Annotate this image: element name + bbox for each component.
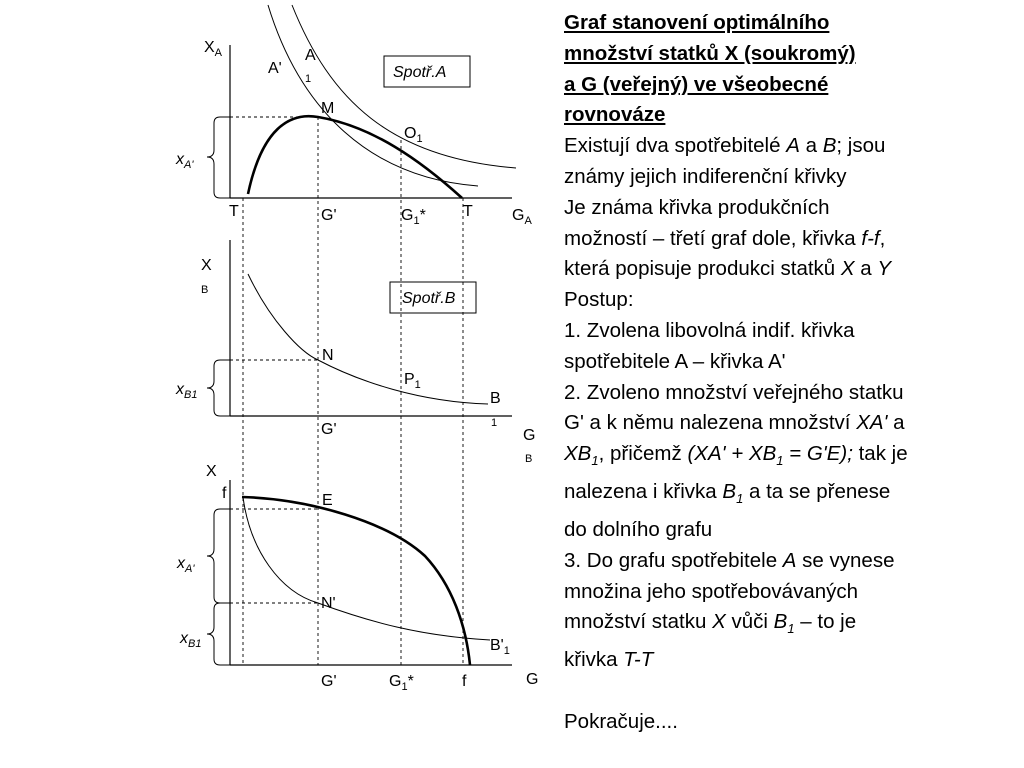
label-b1-sub: 1 xyxy=(491,417,498,429)
paragraph-consumers-cont: známy jejich indiferenční křivky xyxy=(564,164,847,188)
title-line: Graf stanovení optimálního xyxy=(564,11,830,34)
title xyxy=(564,8,1016,131)
paragraph-ppf: Je známa křivka produkčních xyxy=(564,195,830,219)
middle-x-axis-label-sub: B xyxy=(525,453,533,465)
graph-production-possibilities xyxy=(176,463,538,693)
graph-consumer-a xyxy=(175,5,532,227)
bottom-bracket-xa-label: $x_{A'}$ xyxy=(177,555,195,575)
middle-y-axis-label-sub: B xyxy=(201,284,209,296)
bottom-bracket-xb1-label: $x_{B1}$ xyxy=(180,630,202,650)
step-2-cont: do dolního grafu xyxy=(564,517,713,541)
vertical-guides xyxy=(243,117,463,665)
curve-b1-prime xyxy=(243,497,490,640)
step-1: 1. Zvolena libovolná indif. křivka xyxy=(564,318,855,342)
label-a1: A xyxy=(305,47,316,64)
bottom-tick-g-prime: G' xyxy=(321,673,337,690)
bottom-tick-g1-star: $G_1*$ xyxy=(389,673,414,693)
top-y-axis-label: $X_A$ xyxy=(204,39,223,59)
middle-bracket-label: $x_{B1}$ xyxy=(176,381,198,401)
curve-t-t xyxy=(248,116,462,198)
box-consumer-a-label: Spotř.A xyxy=(393,64,447,81)
label-t-right: T xyxy=(463,203,473,220)
label-point-o1: $O_1$ xyxy=(404,125,423,145)
middle-bracket-xb1 xyxy=(207,360,230,416)
top-bracket-label: $x_{A'}$ xyxy=(176,151,194,171)
graph-consumer-b xyxy=(175,240,535,465)
paragraph-ppf-cont: možností – třetí graf dole, křivka f-f, xyxy=(564,226,886,250)
paragraph-consumers: Existují dva spotřebitelé A a B; jsou xyxy=(564,134,886,158)
box-consumer-b-label: Spotř.B xyxy=(402,290,456,307)
step-3-cont: množina jeho spotřebovávaných xyxy=(564,579,859,603)
continue-note: Pokračuje.... xyxy=(564,709,678,733)
label-point-n: N xyxy=(322,347,334,364)
title-line: a G (veřejný) ve všeobecné xyxy=(564,72,829,96)
step-3-cont: množství statku X vůči $B_1$ – to je xyxy=(564,610,857,637)
step-3: 3. Do grafu spotřebitele A se vynese xyxy=(564,548,895,572)
middle-tick-g-prime: G' xyxy=(321,421,337,438)
step-2: 2. Zvoleno množství veřejného statku xyxy=(564,380,904,404)
ppf-curve-f-f xyxy=(242,497,470,665)
explanation-text xyxy=(564,8,1016,738)
bottom-bracket-xb1 xyxy=(207,603,230,665)
spacer xyxy=(564,676,1016,707)
label-a1-sub: 1 xyxy=(305,73,312,85)
bottom-y-axis-label: X xyxy=(206,463,217,480)
label-point-m: M xyxy=(321,100,335,117)
top-x-axis-label: $G_A$ xyxy=(512,207,532,227)
label-point-e: E xyxy=(322,492,333,509)
label-f-right: f xyxy=(462,673,467,690)
title-line: množství statků X (soukromý) xyxy=(564,41,856,65)
label-b1-prime: $B'_1$ xyxy=(490,637,510,657)
label-t-left: T xyxy=(229,203,239,220)
top-bracket-xa xyxy=(207,117,230,198)
step-3-cont: křivka T-T xyxy=(564,648,654,672)
step-2-cont: G' a k němu nalezena množství XA' a xyxy=(564,411,905,435)
bottom-x-axis-label: G xyxy=(526,671,539,688)
middle-x-axis-label: G xyxy=(523,427,536,444)
procedure-heading: Postup: xyxy=(564,288,634,312)
step-1-cont: spotřebitele A – křivka A' xyxy=(564,349,786,373)
label-point-p1: $P_1$ xyxy=(404,371,421,391)
label-f-top: f xyxy=(222,485,227,502)
step-2-cont: $XB_1$, přičemž $(XA' + XB_1 = G'E)$; tak je xyxy=(564,442,908,469)
label-point-n-prime: N' xyxy=(321,595,336,612)
label-a-prime: A' xyxy=(268,60,282,77)
middle-y-axis-label: X xyxy=(201,257,212,274)
step-2-cont: nalezena i křivka $B_1$ a ta se přenese xyxy=(564,480,891,507)
top-tick-g1-star: $G_1*$ xyxy=(401,207,426,227)
label-b1: B xyxy=(490,390,501,407)
indifference-curve-a-prime xyxy=(268,5,478,186)
bottom-bracket-xa xyxy=(207,509,230,603)
paragraph-ppf-cont: která popisuje produkci statků X a Y xyxy=(564,257,892,281)
top-tick-g-prime: G' xyxy=(321,207,337,224)
title-line: rovnováze xyxy=(564,103,666,127)
